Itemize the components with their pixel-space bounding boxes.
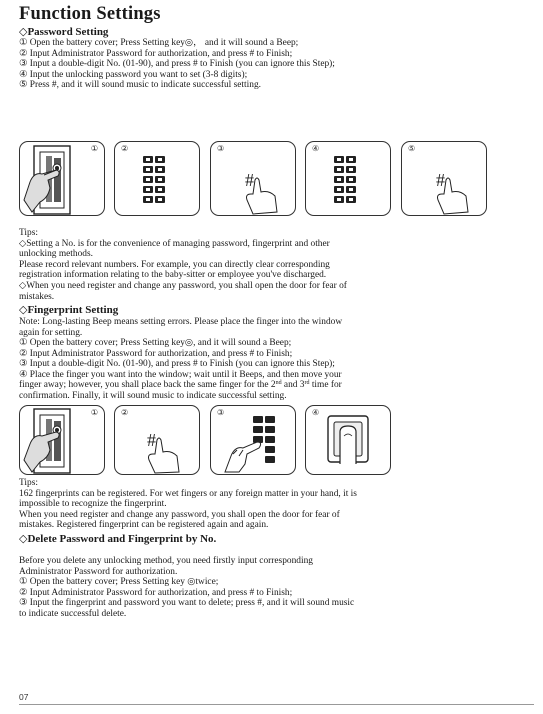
fingerprint-step: confirmation. Finally, it will sound music to indicate successful setting.	[19, 390, 287, 401]
fingerprint-step: ② Input Administrator Password for authorization, and press # to Finish;	[19, 348, 293, 359]
figure-number: ②	[121, 408, 129, 417]
figure-keypad-input	[114, 141, 200, 216]
figure-press-hash-finish	[401, 141, 487, 216]
password-steps	[19, 38, 335, 91]
hash-key-symbol: #	[147, 430, 156, 450]
tips-line: Please record relevant numbers. For example, you can directly clear corresponding	[19, 259, 330, 270]
tips-line: mistakes. Registered fingerprint can be registered again and again.	[19, 520, 269, 531]
delete-steps	[19, 577, 354, 619]
password-step: ① Open the battery cover; Press Setting key◎， and it will sound a Beep;	[19, 38, 299, 48]
tips-line: impossible to recognize the fingerprint.	[19, 499, 167, 510]
note-line: Note: Long-lasting Beep means setting errors. Please place the finger into the window	[19, 317, 343, 327]
figure-number: ①	[90, 408, 98, 417]
figure-number: ③	[217, 408, 225, 417]
page-number: 07	[19, 692, 29, 702]
tips-line: mistakes.	[19, 291, 55, 302]
page-title: Function Settings	[19, 4, 161, 24]
tips-line: ◇Setting a No. is for the convenience of managing password, fingerprint and other	[19, 238, 330, 249]
figure-press-hash	[114, 405, 200, 475]
tips-fingerprint	[19, 478, 357, 531]
tips-label: Tips:	[19, 478, 38, 488]
tips-line: ◇When you need register and change any password, you shall open the door for fear of	[19, 280, 347, 291]
delete-heading: ◇Delete Password and Fingerprint by No.	[19, 533, 217, 545]
tips-line: unlocking methods.	[19, 249, 93, 260]
fingerprint-setting-heading: ◇Fingerprint Setting	[19, 304, 119, 316]
password-step: ⑤ Press #, and it will sound music to indicate successful setting.	[19, 80, 261, 91]
figure-number: ④	[312, 144, 320, 153]
note-line: again for setting.	[19, 327, 83, 338]
delete-step: to indicate successful delete.	[19, 608, 127, 619]
tips-line: 162 fingerprints can be registered. For wet fingers or any foreign matter in your hand, it is	[19, 488, 357, 499]
figure-number: ①	[90, 144, 98, 153]
intro-line: Before you delete any unlocking method, you need firstly input corresponding	[19, 556, 313, 566]
password-step: ③ Input a double-digit No. (01-90), and press # to Finish (you can ignore this Step);	[19, 59, 335, 70]
fingerprint-steps	[19, 338, 342, 402]
fingerprint-step: ④ Place the finger you want into the window; wait until it Beeps, and then move your	[19, 369, 342, 380]
delete-step: ① Open the battery cover; Press Setting key ◎twice;	[19, 577, 219, 587]
figure-keypad-password	[305, 141, 391, 216]
password-step: ② Input Administrator Password for authorization, and press # to Finish;	[19, 48, 293, 59]
delete-intro	[19, 556, 313, 577]
figure-keypad-number	[210, 405, 296, 475]
fingerprint-step: ③ Input a double-digit No. (01-90), and press # to Finish (you can ignore this Step);	[19, 359, 335, 370]
fingerprint-note	[19, 317, 342, 338]
figure-open-battery-cover	[19, 141, 105, 216]
tips-line: When you need register and change any password, you shall open the door for fear of	[19, 509, 340, 520]
delete-step: ② Input Administrator Password for authorization, and press # to Finish;	[19, 587, 293, 598]
figure-number: ②	[121, 144, 129, 153]
svg-text:#: #	[436, 170, 445, 190]
password-setting-heading: ◇Password Setting	[19, 26, 109, 38]
figure-number: ③	[217, 144, 225, 153]
password-step: ④ Input the unlocking password you want to set (3-8 digits);	[19, 69, 248, 80]
tips-password	[19, 228, 347, 302]
figure-open-battery-cover	[19, 405, 105, 475]
fingerprint-step: ① Open the battery cover; Press Setting key◎, and it will sound a Beep;	[19, 338, 292, 348]
svg-text:#: #	[245, 170, 254, 190]
delete-step: ③ Input the fingerprint and password you want to delete; press #, and it will sound music	[19, 598, 355, 609]
tips-label: Tips:	[19, 228, 38, 238]
figure-press-hash	[210, 141, 296, 216]
fingerprint-step: finger away; however, you shall place back the same finger for the 2nd and 3rd time for	[19, 380, 342, 391]
figure-number: ④	[312, 408, 320, 417]
intro-line: Administrator Password for authorization.	[19, 566, 178, 577]
figure-fingerprint-window	[305, 405, 391, 475]
footer-divider	[19, 704, 534, 705]
figure-number: ⑤	[408, 144, 416, 153]
tips-line: registration information relating to the baby-sitter or employee you've discharged.	[19, 270, 327, 281]
